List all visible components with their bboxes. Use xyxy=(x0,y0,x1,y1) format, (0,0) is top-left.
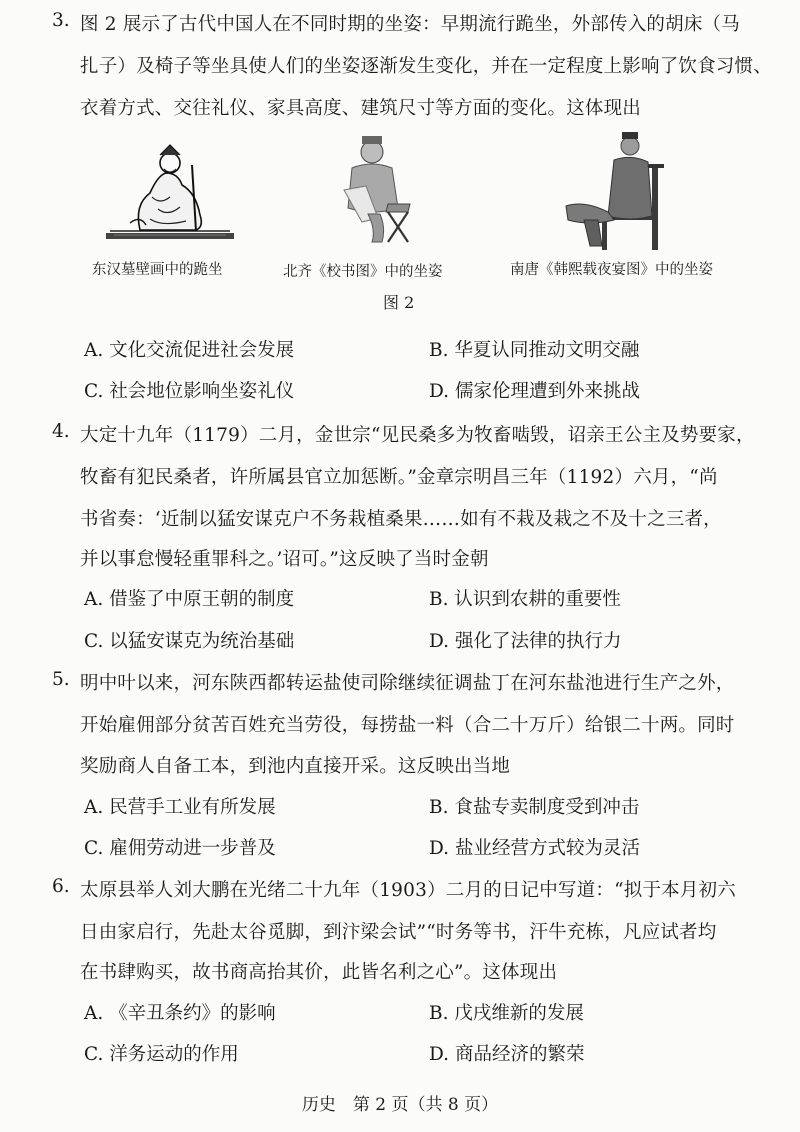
question-number: 5. xyxy=(52,669,70,690)
option-a[interactable]: A. 借鉴了中原王朝的制度 xyxy=(84,589,295,610)
option-a[interactable]: A. 文化交流促进社会发展 xyxy=(84,340,295,361)
question-text-line: 扎子）及椅子等坐具使人们的坐姿逐渐发生变化，并在一定程度上影响了饮食习惯、 xyxy=(80,56,772,77)
option-d[interactable]: D. 商品经济的繁荣 xyxy=(429,1044,585,1065)
question-text-line: 并以事怠慢轻重罪科之。’诏可。”这反映了当时金朝 xyxy=(80,549,489,570)
question-number: 6. xyxy=(52,876,70,897)
question-text-line: 日由家启行，先赴太谷觅脚，到汴梁会试”“时务等书，汗牛充栋，凡应试者均 xyxy=(80,922,717,943)
page-footer: 历史 第 2 页（共 8 页） xyxy=(301,1095,499,1115)
option-c[interactable]: C. 雇佣劳动进一步普及 xyxy=(84,838,276,859)
question-text-line: 书省奏：‘近制以猛安谋克户不务栽植桑果……如有不栽及栽之不及十之三者， xyxy=(80,509,722,530)
option-c[interactable]: C. 社会地位影响坐姿礼仪 xyxy=(84,381,295,402)
figure-kneeling-illustration xyxy=(100,135,240,245)
figure-caption: 北齐《校书图》中的坐姿 xyxy=(283,264,443,280)
question-text-line: 明中叶以来，河东陕西都转运盐使司除继续征调盐丁在河东盐池进行生产之外， xyxy=(80,673,735,694)
option-b[interactable]: B. 食盐专卖制度受到冲击 xyxy=(429,797,640,818)
question-text-line: 太原县举人刘大鹏在光绪二十九年（1903）二月的日记中写道：“拟于本月初六 xyxy=(80,880,736,901)
figure-caption: 东汉墓壁画中的跪坐 xyxy=(92,262,223,278)
option-b[interactable]: B. 戊戌维新的发展 xyxy=(429,1003,584,1024)
option-a[interactable]: A. 《辛丑条约》的影响 xyxy=(84,1003,276,1024)
figure-chair-illustration xyxy=(556,130,696,255)
option-b[interactable]: B. 认识到农耕的重要性 xyxy=(429,589,621,610)
question-text-line: 奖励商人自备工本，到池内直接开采。这反映出当地 xyxy=(80,756,511,777)
question-text-line: 牧畜有犯民桑者，许所属县官立加惩断。”金章宗明昌三年（1192）六月，“尚 xyxy=(80,467,718,488)
figure-caption: 南唐《韩熙载夜宴图》中的坐姿 xyxy=(510,262,713,278)
question-number: 3. xyxy=(52,10,70,31)
question-text-line: 开始雇佣部分贫苦百姓充当劳役，每捞盐一料（合二十万斤）给银二十两。同时 xyxy=(80,715,735,736)
option-c[interactable]: C. 洋务运动的作用 xyxy=(84,1044,239,1065)
question-text-line: 衣着方式、交往礼仪、家具高度、建筑尺寸等方面的变化。这体现出 xyxy=(80,98,642,119)
option-d[interactable]: D. 盐业经营方式较为灵活 xyxy=(429,838,640,859)
option-d[interactable]: D. 强化了法律的执行力 xyxy=(429,631,622,652)
option-b[interactable]: B. 华夏认同推动文明交融 xyxy=(429,340,640,361)
figure-label: 图 2 xyxy=(383,293,415,312)
question-number: 4. xyxy=(52,421,70,442)
question-text-line: 在书肆购买，故书商高抬其价，此皆名利之心”。这体现出 xyxy=(80,962,558,983)
question-text-line: 大定十九年（1179）二月，金世宗“见民桑多为牧畜啮毁，诏亲王公主及势要家， xyxy=(80,425,755,446)
figure-stool-illustration xyxy=(318,130,438,250)
option-d[interactable]: D. 儒家伦理遭到外来挑战 xyxy=(429,381,640,402)
option-c[interactable]: C. 以猛安谋克为统治基础 xyxy=(84,631,295,652)
question-text-line: 图 2 展示了古代中国人在不同时期的坐姿：早期流行跪坐，外部传入的胡床（马 xyxy=(80,14,740,35)
option-a[interactable]: A. 民营手工业有所发展 xyxy=(84,797,276,818)
